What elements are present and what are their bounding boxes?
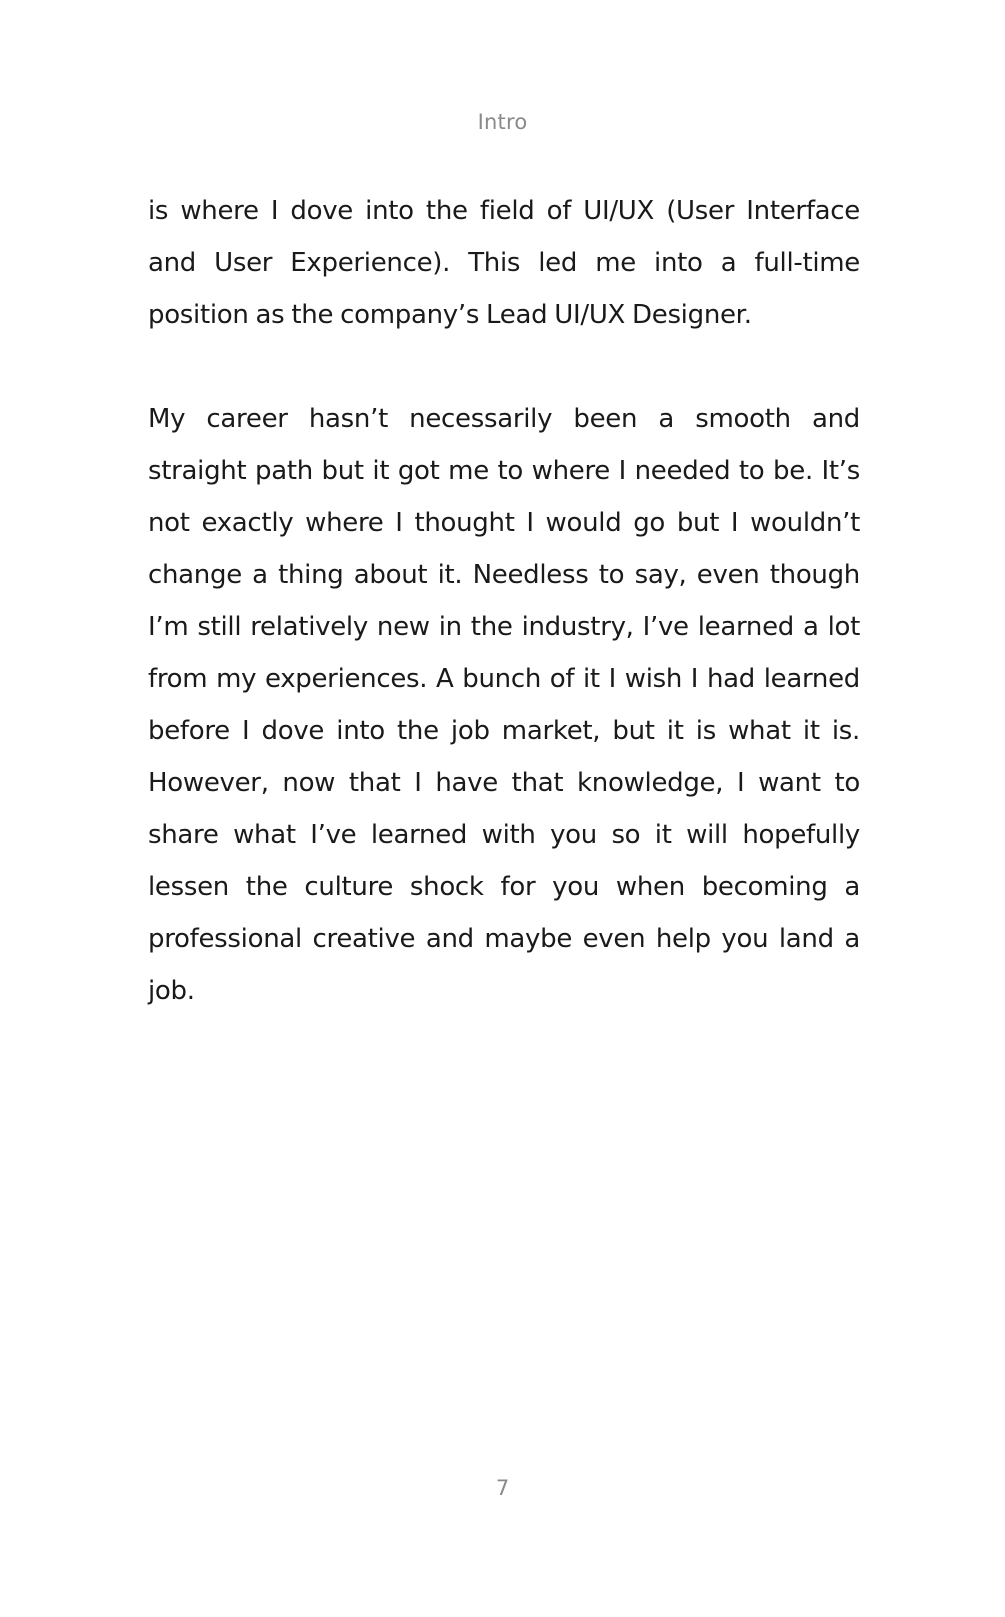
page-number: 7 bbox=[495, 1476, 510, 1500]
running-header: Intro bbox=[477, 110, 528, 134]
paragraph-spacer bbox=[148, 341, 860, 393]
page-body bbox=[148, 185, 860, 1017]
body-paragraph-2: My career hasn’t necessarily been a smooth and straight path but it got me to where I needed to be. It’s not exactly where I thought I would go but I wouldn’t change a thing about it. Needless to say, even though I’m still relatively new in the industry, I’ve learned a lot from my experiences. A bunch of it I wish I had learned before I dove into the job market, but it is what it is. However, now that I have that knowledge, I want to share what I’ve learned with you so it will hopefully lessen the culture shock for you when becoming a professional creative and maybe even help you land a job. bbox=[148, 404, 860, 1006]
body-paragraph-1: is where I dove into the field of UI/UX (User Interface and User Experience). This led me into a full-time position as the company’s Lead UI/UX Designer. bbox=[148, 196, 860, 330]
